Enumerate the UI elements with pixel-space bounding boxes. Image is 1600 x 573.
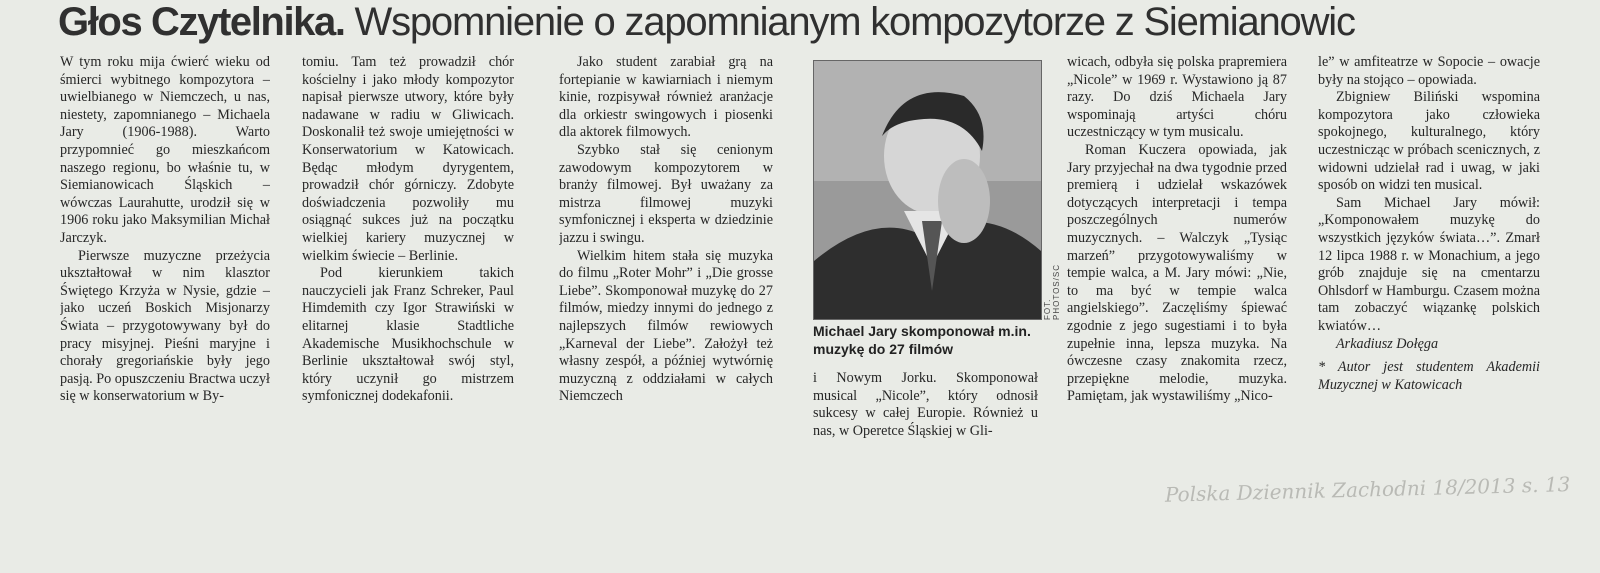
author-signature: Arkadiusz Dołęga: [1336, 335, 1439, 352]
paragraph: Roman Kuczera opowiada, jak Jary przyjechał na dwa tygodnie przed premierą i udzielał wskazówek dotyczących interpretacji i tempa poszczególnych numerów muzycznych. – Walczyk „Tysiąc marzeń” przygotowywaliśmy w tempie walca, a M. Jary mówi: „Nie, to ma być w tempie walca angielskiego”. Zaczęliśmy śpiewać zgodnie z jego sugestiami i to była zupełnie inna, lepsza muzyka. Na ówczesne czasy znakomita rzecz, przepiękne melodie, muzyka. Pamiętam, jak wystawiliśmy „Nico-: [1067, 141, 1287, 405]
article-column-6: [1318, 54, 1540, 464]
article-column-3: [559, 54, 773, 464]
headline: [58, 0, 1598, 47]
headline-lead: Głos Czytelnika.: [58, 0, 345, 44]
paragraph: Sam Michael Jary mówił: „Komponowałem muzykę do wszystkich języków świata…”. Zmarł 12 lipca 1988 r. w Monachium, a jego grób znajduje się na cmentarzu Ohlsdorf w Hamburgu. Czasem można tam zobaczyć wiązankę polskich kwiatów…: [1318, 194, 1540, 334]
paragraph: Szybko stał się cenionym zawodowym kompozytorem w branży filmowej. Był uważany za mistrza filmowej muzyki symfonicznej i eksperta w dziedzinie jazzu i swingu.: [559, 141, 773, 246]
handwritten-source-note: Polska Dziennik Zachodni 18/2013 s. 13: [1164, 472, 1571, 507]
paragraph: i Nowym Jorku. Skomponował musical „Nicole”, który odnosił sukcesy w całej Europie. Również u nas, w Operetce Śląskiej w Gli-: [813, 370, 1038, 439]
paragraph: Pod kierunkiem takich nauczycieli jak Franz Schreker, Paul Himdemith czy Igor Strawiński w elitarnej klasie Stadtliche Akademische Musikhochschule w Berlinie ukształtował swój styl, który uczynił go mistrzem symfonicznej dodekafonii.: [302, 265, 514, 405]
article-column-4: [813, 370, 1038, 465]
paragraph: tomiu. Tam też prowadził chór kościelny i jako młody kompozytor napisał pierwsze utwory, które były nadawane w radiu w Gliwicach. Doskonalił też swoje umiejętności w Konserwatorium w Katowicach. Będąc młodym dyrygentem, prowadził chór górniczy. Zdobyte doświadczenia pozwoliły mu osiągnąć sukces już na początku wielkiej kariery muzycznej w wielkim świecie – Berlinie.: [302, 54, 514, 264]
paragraph: Wielkim hitem stała się muzyka do filmu „Roter Mohr” i „Die grosse Liebe”. Skomponował muzykę do 27 filmów, miedzy innymi do jednego z najlepszych filmów rewiowych „Karneval der Liebe”. Założył też własny zespół, a później wytwórnię muzyczną z oddziałami w całych Niemczech: [559, 247, 773, 405]
article-column-5: [1067, 54, 1287, 464]
paragraph: wicach, odbyła się polska prapremiera „Nicole” w 1969 r. Wystawiono ją 87 razy. Do dziś Michaela Jary wspominają artyści chóru uczestniczący w tym musicalu.: [1067, 54, 1287, 141]
photo-caption: Michael Jary skomponował m.in. muzykę do 27 filmów: [813, 323, 1031, 357]
paragraph: Jako student zarabiał grą na fortepianie w kawiarniach i niemym kinie, rozpisywał również aranżacje dla orkiestr swingowych i piosenki dla aktorek filmowych.: [559, 54, 773, 141]
paragraph: W tym roku mija ćwierć wieku od śmierci wybitnego kompozytora – uwielbianego w Niemczech, u nas, niestety, zapomnianego – Michaela Jary (1906-1988). Warto przypomnieć go mieszkańcom naszego regionu, bo właśnie tu, w Siemianowicach Śląskich – wówczas Laurahutte, urodził się w 1906 roku jako Maksymilian Michał Jarczyk.: [60, 54, 270, 246]
article-column-2: [302, 54, 514, 464]
photo-credit: FOT. PHOTOS/SC: [1043, 264, 1061, 320]
article-column-1: [60, 54, 270, 464]
headline-rest: Wspomnienie o zapomnianym kompozytorze z Siemianowic: [354, 0, 1355, 44]
portrait-image: [814, 61, 1041, 319]
composer-photo: [813, 60, 1042, 320]
paragraph: Pierwsze muzyczne przeżycia ukształtował w nim klasztor Świętego Krzyża w Nysie, gdzie – jako uczeń Boskich Misjonarzy Świata – przygotowywany był do pracy misyjnej. Pieśni maryjne i chorały gregoriańskie były jego pasją. Po opuszczeniu Bractwa uczył się w konserwatorium w By-: [60, 247, 270, 405]
paragraph: Zbigniew Biliński wspomina kompozytora jako człowieka spokojnego, kulturalnego, który uczestnicząc w próbach scenicznych, z widowni udzielał rad i uwag, w jaki sposób on widzi ten musical.: [1318, 89, 1540, 194]
author-footnote: * Autor jest studentem Akademii Muzycznej w Katowicach: [1318, 359, 1540, 393]
paragraph: le” w amfiteatrze w Sopocie – owacje były na stojąco – opowiada.: [1318, 54, 1540, 88]
